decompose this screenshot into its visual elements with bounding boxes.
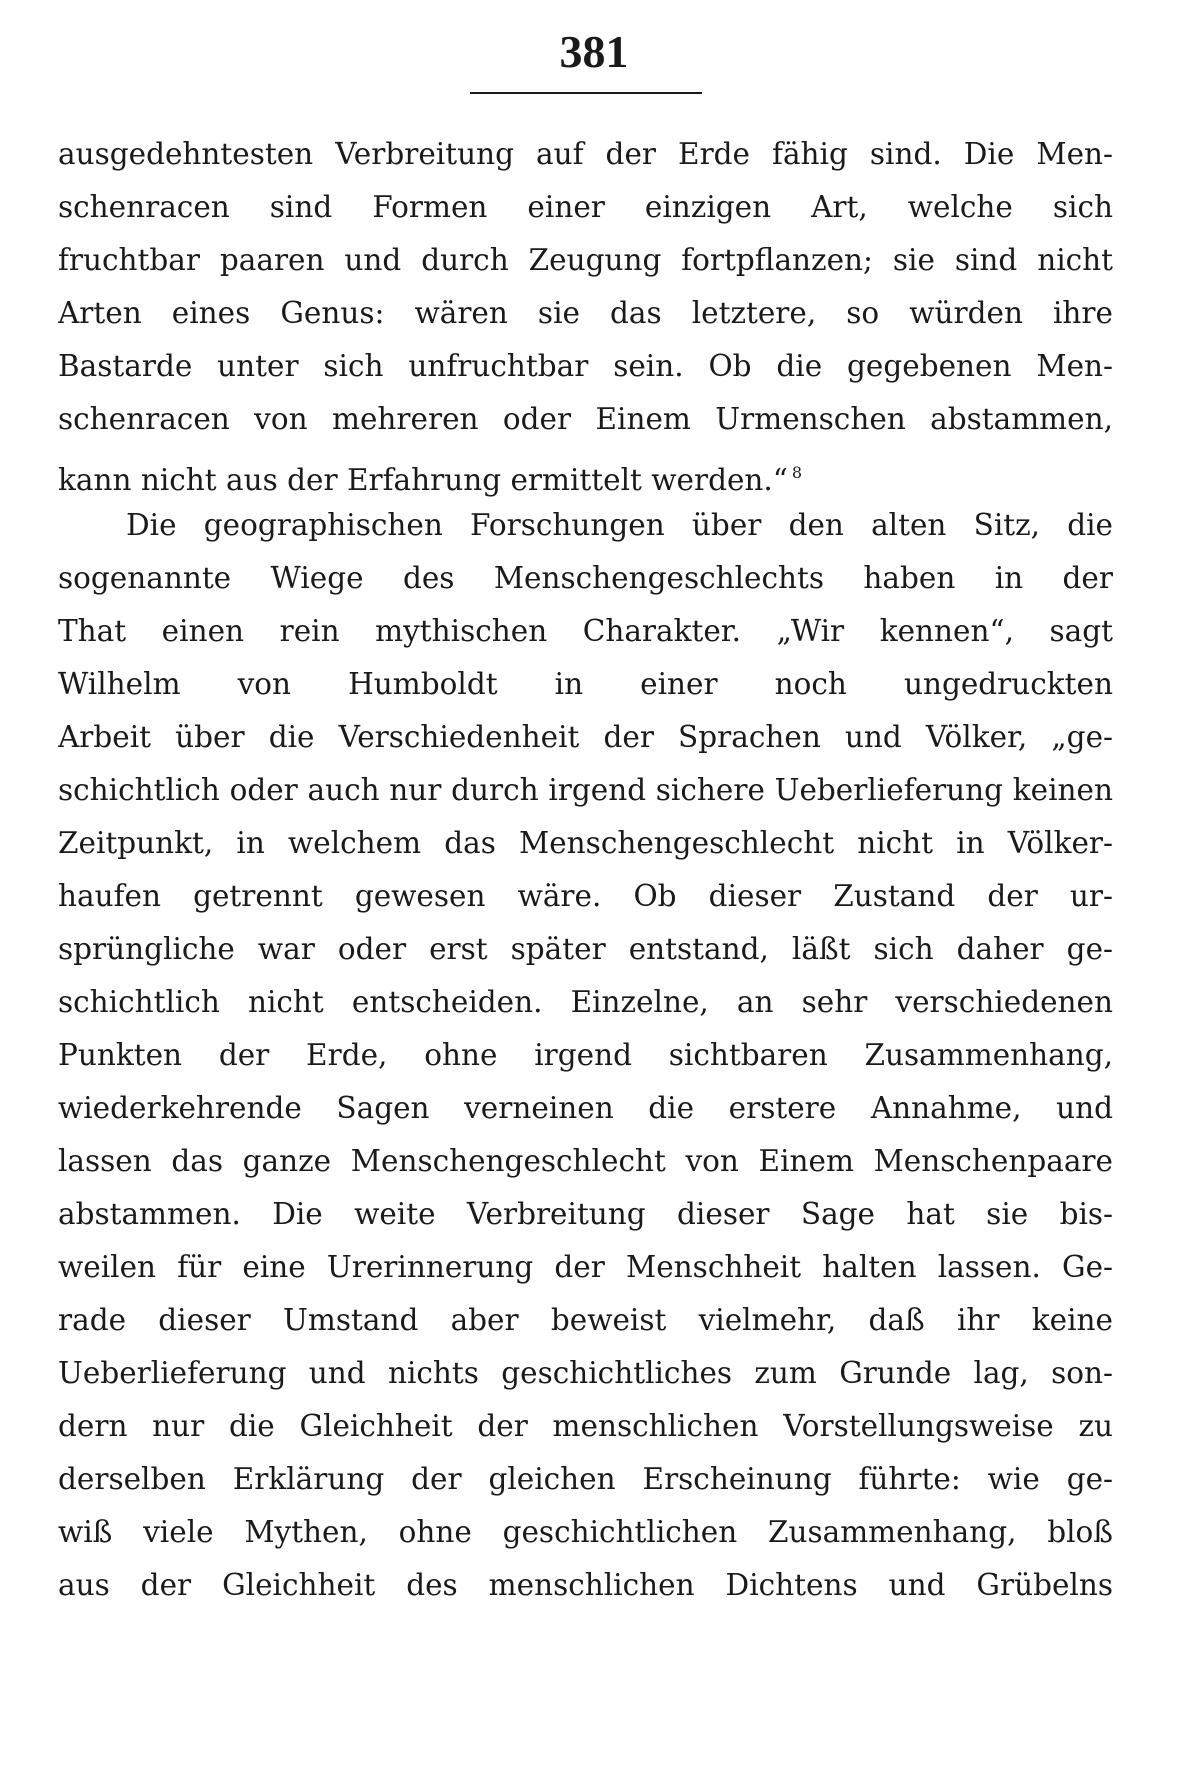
text-line: rade dieser Umstand aber beweist vielmehr, daß ihr keine <box>58 1303 1113 1337</box>
body-text <box>58 128 1113 1612</box>
text-line: schenracen von mehreren oder Einem Urmenschen abstammen, <box>58 402 1113 436</box>
text-line: schenracen sind Formen einer einzigen Art, welche sich <box>58 190 1113 224</box>
text-line: derselben Erklärung der gleichen Erscheinung führte: wie ge- <box>58 1462 1113 1496</box>
text-line: dern nur die Gleichheit der menschlichen Vorstellungsweise zu <box>58 1409 1113 1443</box>
text-line: Bastarde unter sich unfruchtbar sein. Ob die gegebenen Men- <box>58 349 1113 383</box>
text-line: Die geographischen Forschungen über den alten Sitz, die <box>126 508 1113 542</box>
text-line: schichtlich nicht entscheiden. Einzelne, an sehr verschiedenen <box>58 985 1113 1019</box>
text-line: fruchtbar paaren und durch Zeugung fortpflanzen; sie sind nicht <box>58 243 1113 277</box>
text-line: wiß viele Mythen, ohne geschichtlichen Zusammenhang, bloß <box>58 1515 1113 1549</box>
text-line: wiederkehrende Sagen verneinen die erstere Annahme, und <box>58 1091 1113 1125</box>
text-line: sogenannte Wiege des Menschengeschlechts haben in der <box>58 561 1113 595</box>
text-line: Zeitpunkt, in welchem das Menschengeschlecht nicht in Völker- <box>58 826 1113 860</box>
text-line: lassen das ganze Menschengeschlecht von Einem Menschenpaare <box>58 1144 1113 1178</box>
header-rule <box>470 92 702 94</box>
page-number: 381 <box>559 26 629 77</box>
text-line: Arbeit über die Verschiedenheit der Sprachen und Völker, „ge- <box>58 720 1113 754</box>
text-line: weilen für eine Urerinnerung der Menschheit halten lassen. Ge- <box>58 1250 1113 1284</box>
text-line-content: kann nicht aus der Erfahrung ermittelt werden.“ <box>58 463 788 497</box>
text-line: ausgedehntesten Verbreitung auf der Erde fähig sind. Die Men- <box>58 137 1113 171</box>
footnote-reference: 8 <box>791 463 803 482</box>
text-line: That einen rein mythischen Charakter. „Wir kennen“, sagt <box>58 614 1113 648</box>
text-line: haufen getrennt gewesen wäre. Ob dieser Zustand der ur- <box>58 879 1113 913</box>
text-line: abstammen. Die weite Verbreitung dieser Sage hat sie bis- <box>58 1197 1113 1231</box>
text-line: Arten eines Genus: wären sie das letztere, so würden ihre <box>58 296 1113 330</box>
text-line-with-footnote <box>58 446 1113 499</box>
text-line: Wilhelm von Humboldt in einer noch ungedruckten <box>58 667 1113 701</box>
text-line: Ueberlieferung und nichts geschichtliches zum Grunde lag, son- <box>58 1356 1113 1390</box>
text-line: sprüngliche war oder erst später entstand, läßt sich daher ge- <box>58 932 1113 966</box>
text-line: Punkten der Erde, ohne irgend sichtbaren Zusammenhang, <box>58 1038 1113 1072</box>
text-line: aus der Gleichheit des menschlichen Dichtens und Grübelns <box>58 1568 1113 1602</box>
text-line: schichtlich oder auch nur durch irgend sichere Ueberlieferung keinen <box>58 773 1113 807</box>
